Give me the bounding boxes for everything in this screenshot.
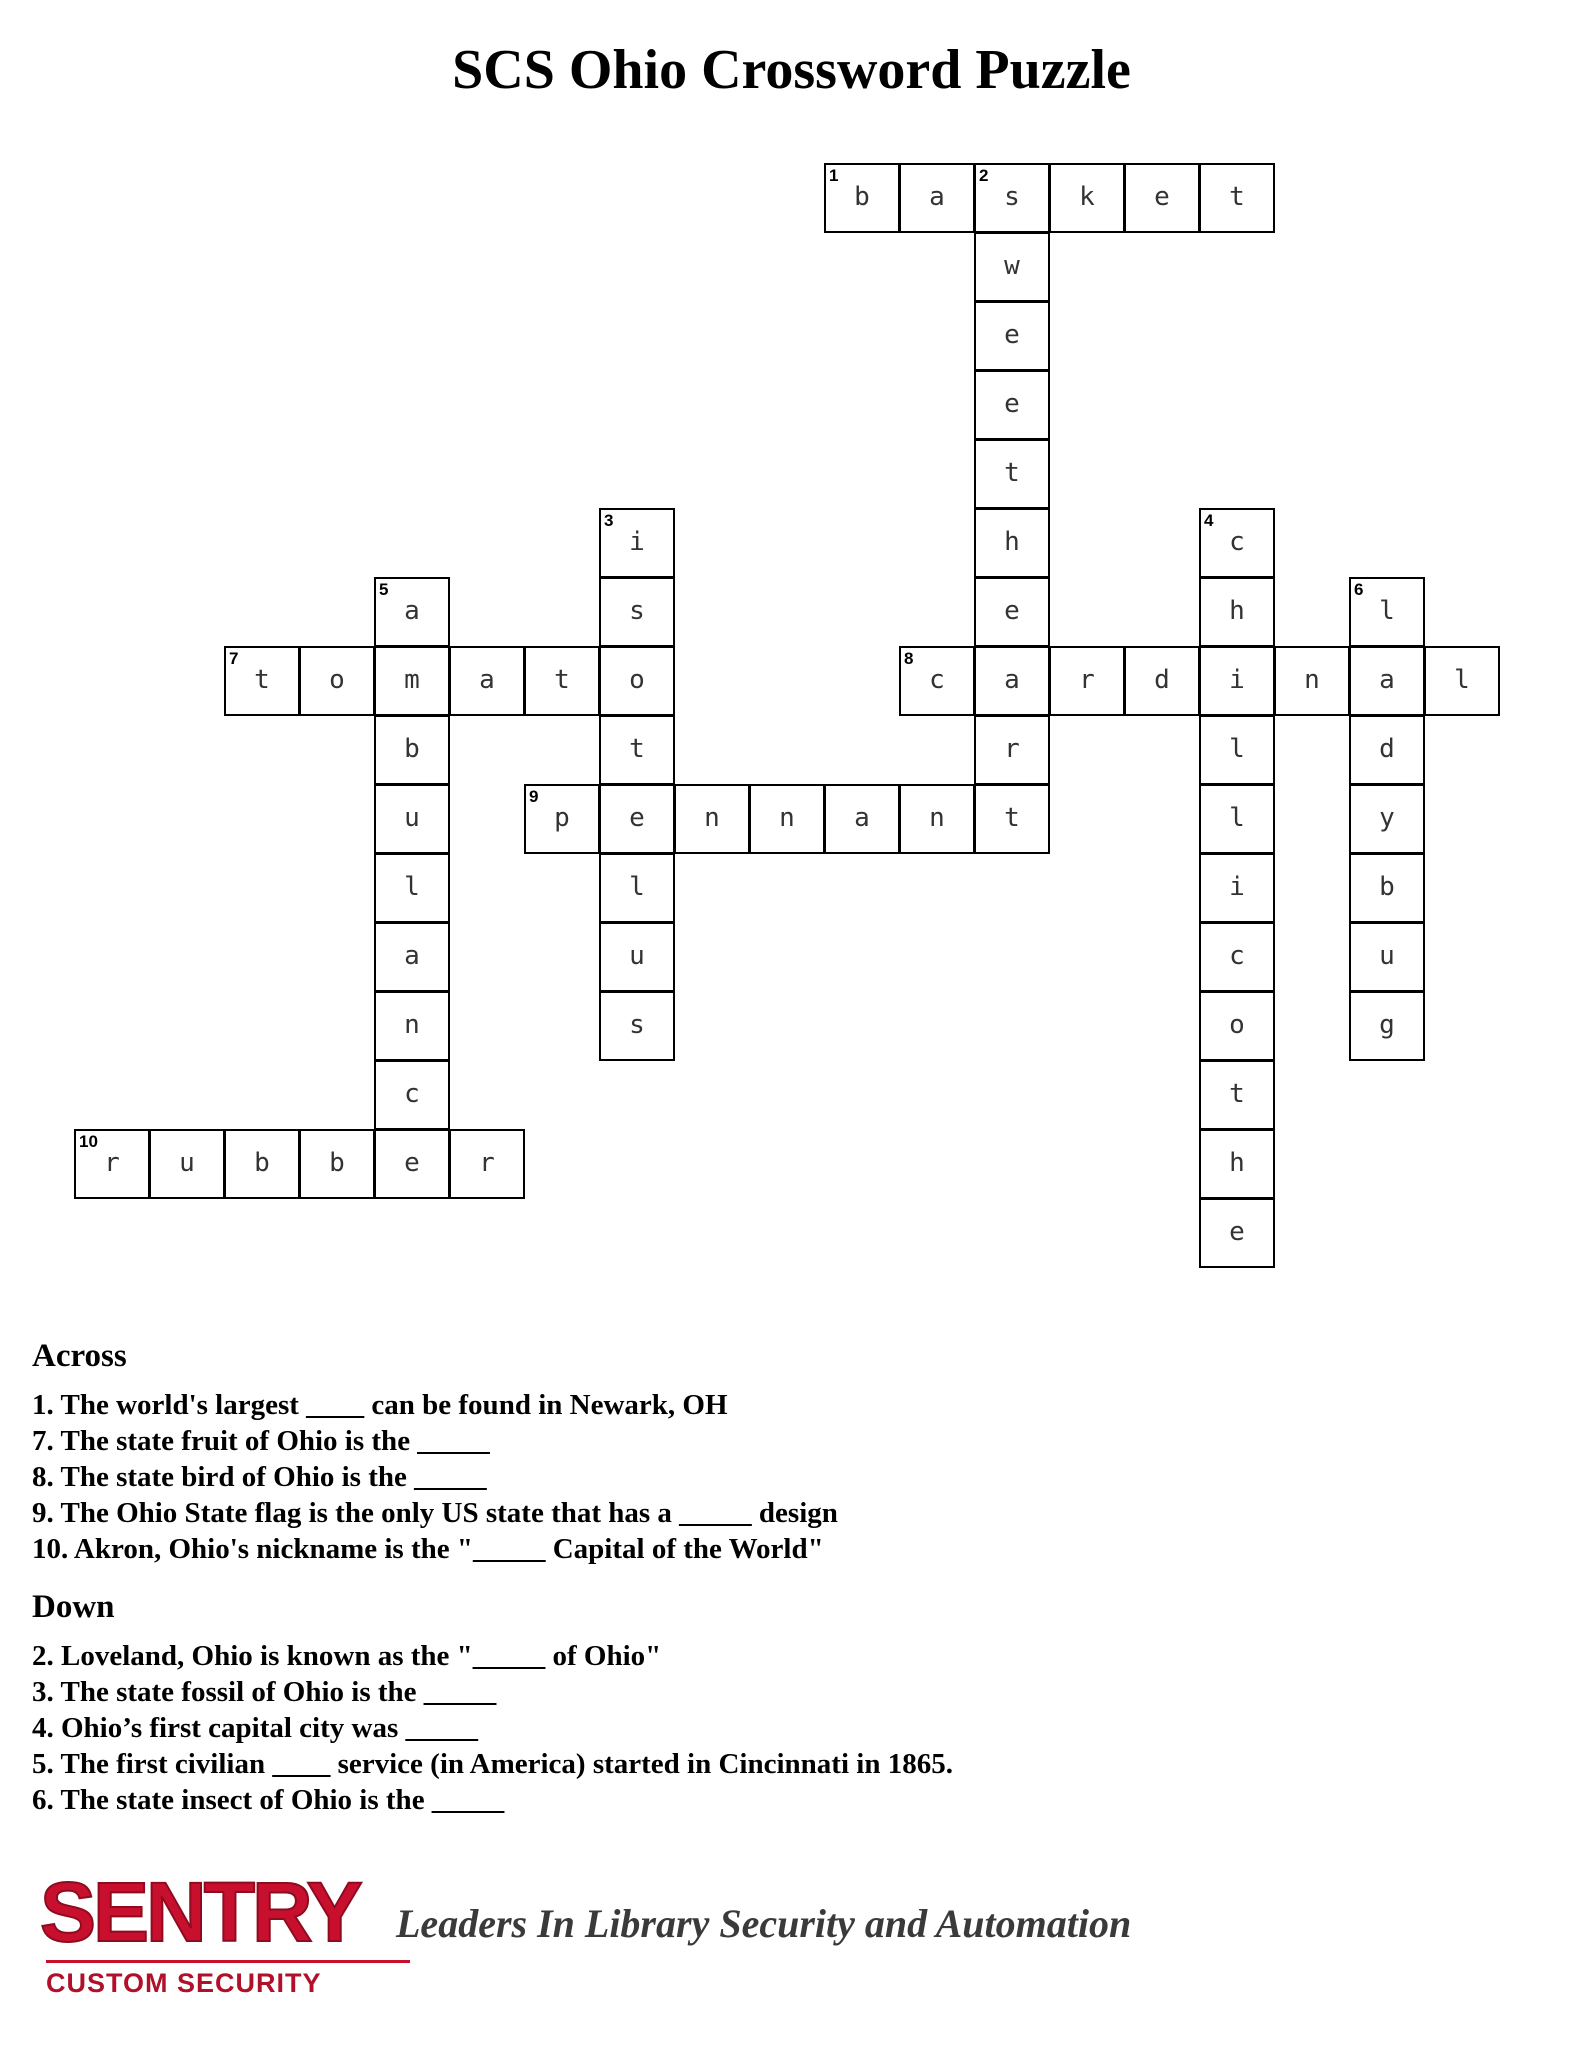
grid-cell[interactable] — [974, 439, 1050, 509]
grid-cell[interactable] — [299, 646, 375, 716]
grid-cell[interactable] — [1199, 1198, 1275, 1268]
cell-letter: n — [1304, 665, 1320, 695]
grid-cell[interactable] — [749, 784, 825, 854]
down-clue-2: 2. Loveland, Ohio is known as the "_____ of Ohio" — [32, 1640, 662, 1672]
cell-letter: y — [1379, 803, 1395, 833]
cell-letter: l — [1454, 665, 1470, 695]
grid-cell[interactable] — [974, 577, 1050, 647]
cell-letter: b — [1379, 872, 1395, 902]
grid-cell[interactable] — [1199, 715, 1275, 785]
grid-cell[interactable] — [899, 784, 975, 854]
cell-letter: l — [1229, 803, 1245, 833]
cell-letter: n — [779, 803, 795, 833]
grid-cell[interactable] — [599, 784, 675, 854]
clue-number: 9 — [529, 787, 539, 806]
cell-letter: r — [1079, 665, 1095, 695]
down-clue-3: 3. The state fossil of Ohio is the _____ — [32, 1676, 497, 1708]
grid-cell[interactable] — [374, 784, 450, 854]
grid-cell[interactable] — [374, 922, 450, 992]
grid-cell[interactable] — [1199, 922, 1275, 992]
down-heading: Down — [32, 1589, 115, 1625]
grid-cell[interactable] — [1199, 853, 1275, 923]
grid-cell[interactable] — [374, 853, 450, 923]
cell-letter: t — [629, 734, 645, 764]
across-clue-10: 10. Akron, Ohio's nickname is the "_____ Capital of the World" — [32, 1533, 824, 1565]
grid-cell[interactable] — [449, 646, 525, 716]
cell-letter: r — [1004, 734, 1020, 764]
grid-cell[interactable] — [974, 232, 1050, 302]
grid-cell[interactable] — [299, 1129, 375, 1199]
grid-cell[interactable] — [1199, 991, 1275, 1061]
cell-letter: e — [1154, 182, 1170, 212]
grid-cell[interactable] — [1124, 646, 1200, 716]
cell-letter: w — [1004, 251, 1020, 281]
across-clue-1: 1. The world's largest ____ can be found in Newark, OH — [32, 1389, 728, 1421]
grid-cell[interactable] — [1424, 646, 1500, 716]
cell-letter: o — [1229, 1010, 1245, 1040]
grid-cell[interactable] — [1199, 577, 1275, 647]
grid-cell[interactable] — [524, 784, 600, 854]
page-title: SCS Ohio Crossword Puzzle — [452, 39, 1131, 101]
sentry-logo: SENTRY — [40, 1865, 360, 1959]
cell-letter: h — [1229, 1148, 1245, 1178]
cell-letter: a — [1379, 665, 1395, 695]
clue-number: 7 — [229, 649, 239, 668]
grid-cell[interactable] — [449, 1129, 525, 1199]
tagline: Leaders In Library Security and Automation — [396, 1901, 1132, 1946]
clue-number: 5 — [379, 580, 389, 599]
grid-cell[interactable] — [599, 922, 675, 992]
cell-letter: d — [1379, 734, 1395, 764]
down-clue-5: 5. The first civilian ____ service (in America) started in Cincinnati in 1865. — [32, 1748, 953, 1780]
clue-number: 10 — [79, 1132, 98, 1151]
cell-letter: s — [1004, 182, 1020, 212]
cell-letter: p — [554, 803, 570, 833]
grid-cell[interactable] — [374, 1060, 450, 1130]
across-clue-8: 8. The state bird of Ohio is the _____ — [32, 1461, 487, 1493]
clue-number: 6 — [1354, 580, 1364, 599]
cell-letter: t — [254, 665, 270, 695]
cell-letter: h — [1004, 527, 1020, 557]
grid-cell[interactable] — [1049, 646, 1125, 716]
clue-number: 1 — [829, 166, 839, 185]
cell-letter: e — [1004, 320, 1020, 350]
cell-letter: n — [404, 1010, 420, 1040]
grid-cell[interactable] — [599, 715, 675, 785]
cell-letter: t — [1229, 1079, 1245, 1109]
grid-cell[interactable] — [599, 646, 675, 716]
grid-cell[interactable] — [1199, 163, 1275, 233]
cell-letter: i — [1229, 665, 1245, 695]
cell-letter: g — [1379, 1010, 1395, 1040]
cell-letter: c — [404, 1079, 420, 1109]
cell-letter: u — [1379, 941, 1395, 971]
grid-cell[interactable] — [374, 577, 450, 647]
grid-cell[interactable] — [1349, 991, 1425, 1061]
grid-cell[interactable] — [1349, 853, 1425, 923]
cell-letter: b — [254, 1148, 270, 1178]
grid-cell[interactable] — [599, 853, 675, 923]
cell-letter: b — [404, 734, 420, 764]
grid-cell[interactable] — [1199, 508, 1275, 578]
cell-letter: e — [404, 1148, 420, 1178]
cell-letter: c — [1229, 527, 1245, 557]
cell-letter: l — [404, 872, 420, 902]
down-clue-4: 4. Ohio’s first capital city was _____ — [32, 1712, 478, 1744]
across-clue-7: 7. The state fruit of Ohio is the _____ — [32, 1425, 490, 1457]
cell-letter: t — [554, 665, 570, 695]
grid-cell[interactable] — [1349, 922, 1425, 992]
grid-cell[interactable] — [374, 1129, 450, 1199]
grid-cell[interactable] — [899, 646, 975, 716]
grid-cell[interactable] — [599, 991, 675, 1061]
grid-cell[interactable] — [824, 163, 900, 233]
grid-cell[interactable] — [74, 1129, 150, 1199]
grid-cell[interactable] — [1199, 1129, 1275, 1199]
cell-letter: e — [1004, 596, 1020, 626]
cell-letter: a — [479, 665, 495, 695]
cell-letter: m — [404, 665, 420, 695]
grid-cell[interactable] — [1124, 163, 1200, 233]
footer — [40, 1865, 1240, 1998]
grid-cell[interactable] — [974, 370, 1050, 440]
cell-letter: c — [1229, 941, 1245, 971]
across-clue-9: 9. The Ohio State flag is the only US state that has a _____ design — [32, 1497, 838, 1529]
grid-cell[interactable] — [1349, 715, 1425, 785]
cell-letter: a — [854, 803, 870, 833]
cell-letter: u — [629, 941, 645, 971]
cell-letter: a — [404, 596, 420, 626]
cell-letter: n — [704, 803, 720, 833]
across-heading: Across — [32, 1338, 127, 1374]
cell-letter: t — [1229, 182, 1245, 212]
clue-number: 3 — [604, 511, 614, 530]
grid-cell[interactable] — [1199, 784, 1275, 854]
cell-letter: s — [629, 596, 645, 626]
cell-letter: t — [1004, 458, 1020, 488]
cell-letter: b — [329, 1148, 345, 1178]
clue-number: 8 — [904, 649, 914, 668]
cell-letter: d — [1154, 665, 1170, 695]
cell-letter: l — [1379, 596, 1395, 626]
cell-letter: a — [1004, 665, 1020, 695]
logo-divider — [46, 1960, 410, 1963]
grid-cell[interactable] — [974, 508, 1050, 578]
grid-cell[interactable] — [824, 784, 900, 854]
cell-letter: o — [629, 665, 645, 695]
cell-letter: s — [629, 1010, 645, 1040]
cell-letter: i — [1229, 872, 1245, 902]
grid-cell[interactable] — [1349, 577, 1425, 647]
cell-letter: k — [1079, 182, 1095, 212]
cell-letter: c — [929, 665, 945, 695]
grid-cell[interactable] — [374, 715, 450, 785]
cell-letter: r — [479, 1148, 495, 1178]
cell-letter: i — [629, 527, 645, 557]
grid-cell[interactable] — [1349, 646, 1425, 716]
cell-letter: r — [104, 1148, 120, 1178]
grid-cell[interactable] — [674, 784, 750, 854]
grid-cell[interactable] — [974, 163, 1050, 233]
cell-letter: b — [854, 182, 870, 212]
logo-subtitle: CUSTOM SECURITY — [46, 1968, 322, 1998]
grid-cell[interactable] — [974, 715, 1050, 785]
grid-cell[interactable] — [224, 646, 300, 716]
cell-letter: l — [629, 872, 645, 902]
grid-cell[interactable] — [374, 991, 450, 1061]
cell-letter: e — [1004, 389, 1020, 419]
cell-letter: a — [404, 941, 420, 971]
grid-cell[interactable] — [224, 1129, 300, 1199]
grid-cell[interactable] — [974, 646, 1050, 716]
grid-cell[interactable] — [974, 784, 1050, 854]
grid-cell[interactable] — [1199, 646, 1275, 716]
cell-letter: e — [1229, 1217, 1245, 1247]
grid-cell[interactable] — [1274, 646, 1350, 716]
grid-cell[interactable] — [1049, 163, 1125, 233]
grid-cell[interactable] — [974, 301, 1050, 371]
grid-cell[interactable] — [899, 163, 975, 233]
grid-cell[interactable] — [599, 508, 675, 578]
grid-cell[interactable] — [149, 1129, 225, 1199]
cell-letter: e — [629, 803, 645, 833]
cell-letter: n — [929, 803, 945, 833]
clues-section — [32, 1338, 953, 1818]
down-clue-6: 6. The state insect of Ohio is the _____ — [32, 1784, 505, 1816]
cell-letter: l — [1229, 734, 1245, 764]
cell-letter: h — [1229, 596, 1245, 626]
grid-cell[interactable] — [599, 577, 675, 647]
grid-cell[interactable] — [374, 646, 450, 716]
clue-number: 2 — [979, 166, 989, 185]
cell-letter: t — [1004, 803, 1020, 833]
grid-cell[interactable] — [1199, 1060, 1275, 1130]
cell-letter: o — [329, 665, 345, 695]
cell-letter: a — [929, 182, 945, 212]
grid-cell[interactable] — [1349, 784, 1425, 854]
clue-number: 4 — [1204, 511, 1214, 530]
grid-cell[interactable] — [524, 646, 600, 716]
cell-letter: u — [179, 1148, 195, 1178]
cell-letter: u — [404, 803, 420, 833]
